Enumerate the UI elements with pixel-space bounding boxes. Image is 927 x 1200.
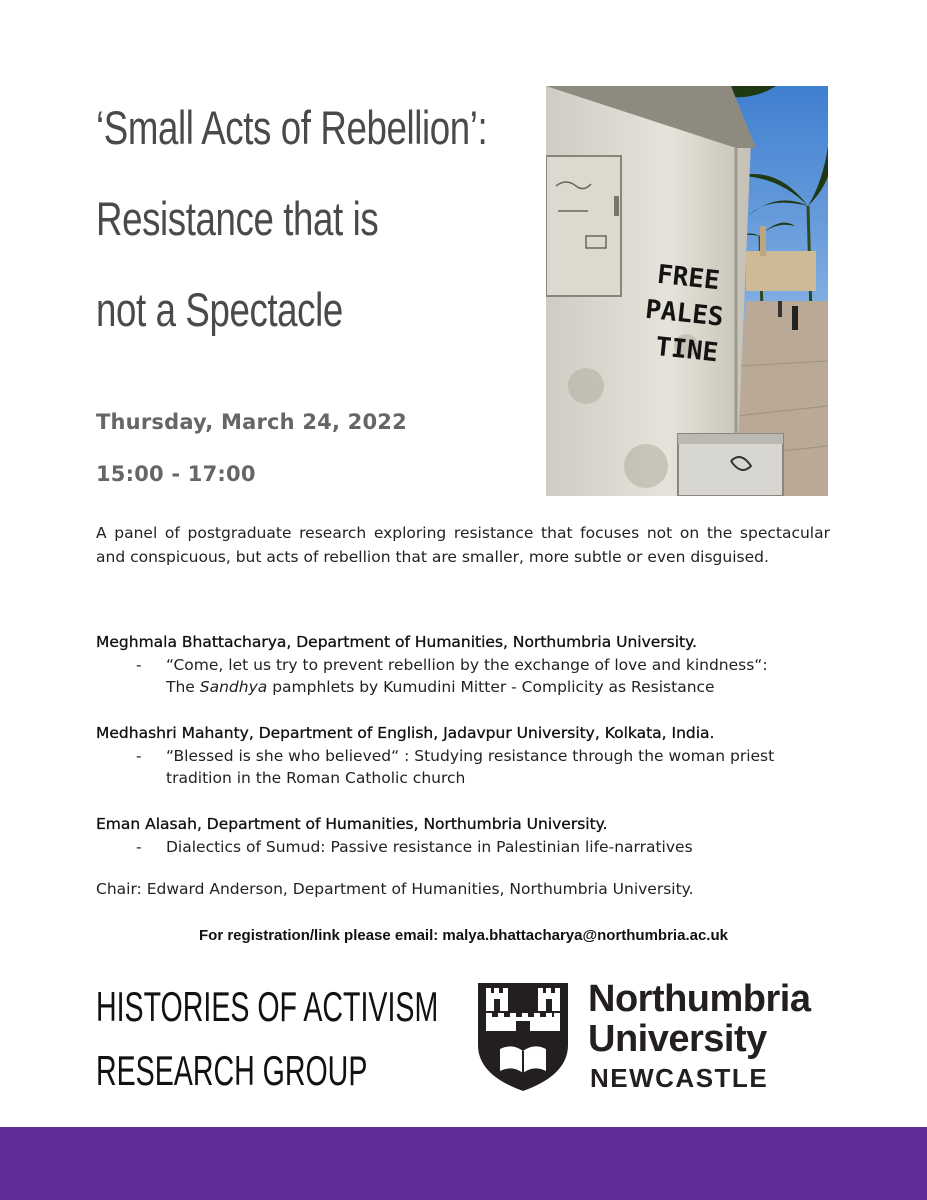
university-city: NEWCASTLE [590, 1063, 769, 1093]
panelist-1-talk-italic: Sandhya [199, 678, 268, 696]
event-photo [546, 86, 828, 496]
graffiti-line-2: PALES [643, 294, 725, 333]
panelist-1-speaker: Meghmala Bhattacharya, Department of Humanities, Northumbria University. [96, 633, 698, 651]
bullet-dash: - [136, 656, 142, 674]
panelist-1-talk [96, 654, 836, 698]
research-group-name [96, 975, 438, 1103]
university-crest-icon [478, 983, 568, 1091]
event-title-line-2: Resistance that is [96, 192, 379, 245]
panelist-3-talk-line-1: Dialectics of Sumud: Passive resistance in Palestinian life-narratives [166, 838, 693, 856]
event-title-line-3: not a Spectacle [96, 283, 343, 336]
panel-chair: Chair: Edward Anderson, Department of Humanities, Northumbria University. [96, 880, 694, 898]
panelist-2-speaker: Medhashri Mahanty, Department of English, Jadavpur University, Kolkata, India. [96, 724, 715, 742]
panelist-3 [96, 812, 836, 858]
university-name-line-2: University [588, 1018, 767, 1060]
panelist-3-talk [96, 836, 836, 858]
event-title-line-1: ‘Small Acts of Rebellion’: [96, 101, 488, 154]
event-description: A panel of postgraduate research exploring resistance that focuses not on the spectacular and conspicuous, but acts of rebellion that are smaller, more subtle or even disguised. [96, 524, 830, 566]
northumbria-logo [478, 978, 838, 1093]
event-title [96, 82, 488, 355]
event-time: 15:00 - 17:00 [96, 462, 256, 486]
panelist-2-talk-line-1: “Blessed is she who believed“ : Studying resistance through the woman priest [166, 747, 775, 765]
panelist-2 [96, 721, 836, 789]
research-group-line-2: RESEARCH GROUP [96, 1047, 368, 1094]
bullet-dash: - [136, 747, 142, 765]
panelist-1-talk-line-2-before: The [166, 678, 200, 696]
footer-bar [0, 1127, 927, 1200]
panelist-2-talk-line-2: tradition in the Roman Catholic church [166, 769, 466, 787]
university-name-line-1: Northumbria [588, 978, 811, 1020]
graffiti-line-3: TINE [654, 332, 720, 369]
panelist-1 [96, 630, 836, 698]
panelist-1-talk-line-1: “Come, let us try to prevent rebellion by the exchange of love and kindness“: [166, 656, 768, 674]
panelist-2-talk [96, 745, 836, 789]
university-name [588, 979, 811, 1059]
event-date: Thursday, March 24, 2022 [96, 410, 407, 434]
graffiti-line-1: FREE [655, 259, 722, 297]
research-group-line-1: HISTORIES OF ACTIVISM [96, 983, 439, 1030]
panelist-3-speaker: Eman Alasah, Department of Humanities, Northumbria University. [96, 815, 608, 833]
panelist-1-talk-line-2-after: pamphlets by Kumudini Mitter - Complicity as Resistance [267, 678, 715, 696]
bullet-dash: - [136, 838, 142, 856]
registration-note: For registration/link please email: malya.bhattacharya@northumbria.ac.uk [199, 927, 728, 944]
